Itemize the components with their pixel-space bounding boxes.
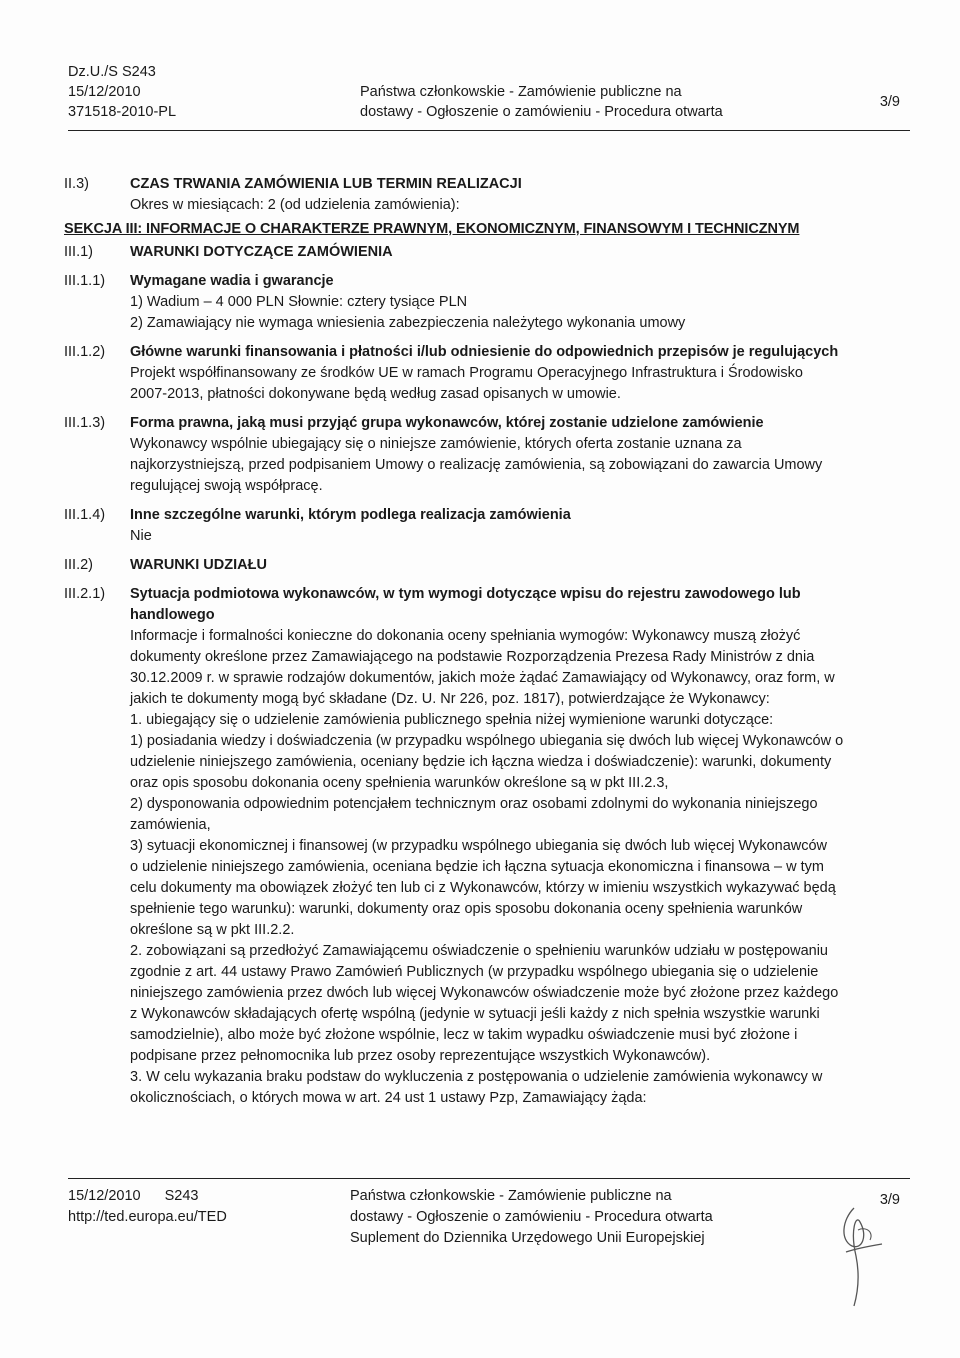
section-heading: WARUNKI UDZIAŁU — [130, 557, 267, 573]
section-text: 3) sytuacji ekonomicznej i finansowej (w przypadku wspólnego ubiegania się dwóch lub więcej Wykonawców — [130, 838, 828, 854]
section-iii1 — [64, 242, 894, 263]
section-text: 2007-2013, płatności dokonywane będą według zasad opisanych w umowie. — [130, 386, 621, 402]
section-heading: Sytuacja podmiotowa wykonawców, w tym wymogi dotyczące wpisu do rejestru zawodowego lub — [130, 586, 801, 602]
section-text: oraz opis sposobu dokonania oceny spełnienia warunków określone są w pkt III.2.3, — [130, 775, 669, 791]
section-iii12 — [64, 342, 894, 405]
section-text: spełnienie tego warunku): warunki, dokumenty oraz opis sposobu dokonania oceny spełnienia warunków — [130, 901, 803, 917]
section-text: 1) posiadania wiedzy i doświadczenia (w przypadku wspólnego ubiegania się dwóch lub więcej Wykonawców o — [130, 733, 844, 749]
section-text: podpisane przez pełnomocnika lub przez osoby reprezentujące wszystkich Wykonawców). — [130, 1048, 711, 1064]
section-number: III.1.3) — [64, 415, 106, 431]
footer-divider — [68, 1178, 910, 1179]
section-text: 1) Wadium – 4 000 PLN Słownie: cztery tysiące PLN — [130, 294, 468, 310]
section-heading: handlowego — [130, 607, 215, 623]
footer-url: http://ted.europa.eu/TED — [68, 1209, 227, 1225]
section-number: III.1.1) — [64, 273, 106, 289]
section-text: niniejszego zamówienia przez dwóch lub więcej Wykonawców oświadczenie może być złożone przez każdego — [130, 985, 839, 1001]
section-iii11 — [64, 271, 894, 334]
header-meta — [68, 62, 176, 122]
publication-date: 15/12/2010 — [68, 84, 141, 100]
notice-id: 371518-2010-PL — [68, 104, 177, 120]
section-ii3 — [64, 174, 894, 216]
section-heading: Forma prawna, jaką musi przyjąć grupa wykonawców, której zostanie udzielone zamówienie — [130, 415, 764, 431]
section-number: III.2.1) — [64, 586, 106, 602]
document-body — [64, 174, 894, 1110]
section-text: zgodnie z art. 44 ustawy Prawo Zamówień Publicznych (w przypadku wspólnego ubiegania się o udzielenie — [130, 964, 819, 980]
section-text: udzielenie niniejszego zamówienia, oceniany będzie ich łączna wiedza i doświadczenie): warunki, dokumenty — [130, 754, 832, 770]
section-number: III.1) — [64, 244, 94, 260]
section-text: z Wykonawców składających ofertę wspólną (jedynie w sytuacji jeśli każdy z nich spełnia wszystkie warunki — [130, 1006, 820, 1022]
section-iii21 — [64, 584, 894, 1109]
footer-date: 15/12/2010 — [68, 1188, 141, 1204]
footer-code: S243 — [164, 1188, 199, 1204]
section-text: określone są w pkt III.2.2. — [130, 922, 295, 938]
header-title: Państwa członkowskie - Zamówienie publiczne na dostawy - Ogłoszenie o zamówieniu - Procedura otwarta — [360, 84, 723, 120]
section-text: jakich te dokumenty mogą być składane (Dz. U. Nr 226, poz. 1817), potwierdzające że Wykonawcy: — [130, 691, 770, 707]
section-text: Projekt współfinansowany ze środków UE w ramach Programu Operacyjnego Infrastruktura i Środowisko — [130, 365, 803, 381]
section-text: regulującej swoją współpracę. — [130, 478, 323, 494]
section-text: Okres w miesiącach: 2 (od udzielenia zamówienia): — [130, 197, 460, 213]
section-text: dokumenty określone przez Zamawiającego na podstawie Rozporządzenia Prezesa Rady Ministrów z dnia — [130, 649, 815, 665]
section-text: Wykonawcy wspólnie ubiegający się o niniejsze zamówienie, których oferta zostanie uznana za — [130, 436, 742, 452]
section-iii14 — [64, 505, 894, 547]
section-text: 2) Zamawiający nie wymaga wniesienia zabezpieczenia należytego wykonania umowy — [130, 315, 686, 331]
section-text: najkorzystniejszą, przed podpisaniem Umowy o realizację zamówienia, są zobowiązani do zawarcia Umowy — [130, 457, 823, 473]
section-text: 2) dysponowania odpowiednim potencjałem technicznym oraz osobami zdolnymi do wykonania niniejszego — [130, 796, 818, 812]
section-text: 30.12.2009 r. w sprawie rodzajów dokumentów, jakich może żądać Zamawiający od Wykonawcy, oraz form, w — [130, 670, 835, 686]
section-text: 3. W celu wykazania braku podstaw do wykluczenia z postępowania o udzielenie zamówienia wykonawcy w — [130, 1069, 823, 1085]
header-divider — [68, 130, 910, 131]
section-text: Nie — [130, 528, 152, 544]
section-heading: CZAS TRWANIA ZAMÓWIENIA LUB TERMIN REALIZACJI — [130, 176, 522, 192]
handwritten-signature — [832, 1200, 892, 1310]
footer-meta — [68, 1186, 227, 1228]
section-text: zamówienia, — [130, 817, 211, 833]
section-number: II.3) — [64, 176, 89, 192]
section-heading: WARUNKI DOTYCZĄCE ZAMÓWIENIA — [130, 244, 393, 260]
section-text: 1. ubiegający się o udzielenie zamówienia publicznego spełnia niżej wymienione warunki dotyczące: — [130, 712, 774, 728]
section-iii13 — [64, 413, 894, 497]
page-header — [68, 62, 910, 126]
section-iii2 — [64, 555, 894, 576]
journal-ref: Dz.U./S S243 — [68, 64, 156, 80]
section-number: III.2) — [64, 557, 94, 573]
section-number: III.1.4) — [64, 507, 106, 523]
section-heading: Wymagane wadia i gwarancje — [130, 273, 334, 289]
section-heading: Inne szczególne warunki, którym podlega realizacja zamówienia — [130, 507, 571, 523]
section-text: samodzielnie), albo może być złożone wspólnie, lecz w takim wypadku oświadczenie musi być złożone i — [130, 1027, 798, 1043]
section-text: Informacje i formalności konieczne do dokonania oceny spełniania wymogów: Wykonawcy muszą złożyć — [130, 628, 801, 644]
footer-page-number: 3/9 — [879, 1192, 900, 1208]
section-text: 2. zobowiązani są przedłożyć Zamawiającemu oświadczenie o spełnieniu warunków udziału w postępowaniu — [130, 943, 828, 959]
section-iii-title: SEKCJA III: INFORMACJE O CHARAKTERZE PRAWNYM, EKONOMICZNYM, FINANSOWYM I TECHNICZNYM — [64, 221, 800, 237]
section-text: o udzielenie niniejszego zamówienia, oceniana będzie ich łączna sytuacja ekonomiczna i finansowa – w tym — [130, 859, 824, 875]
section-text: celu dokumenty ma obowiązek złożyć ten lub ci z Wykonawców, którzy w imieniu wszystkich wykazywać będą — [130, 880, 836, 896]
section-number: III.1.2) — [64, 344, 106, 360]
page-number: 3/9 — [879, 94, 900, 110]
section-text: okolicznościach, o których mowa w art. 24 ust 1 ustawy Pzp, Zamawiający żąda: — [130, 1090, 647, 1106]
section-heading: Główne warunki finansowania i płatności i/lub odniesienie do odpowiednich przepisów je regulujących — [130, 344, 839, 360]
footer-title: Państwa członkowskie - Zamówienie publiczne na dostawy - Ogłoszenie o zamówieniu - Procedura otwarta Suplement do Dziennika Urzędowego Unii Europejskiej — [350, 1188, 713, 1246]
